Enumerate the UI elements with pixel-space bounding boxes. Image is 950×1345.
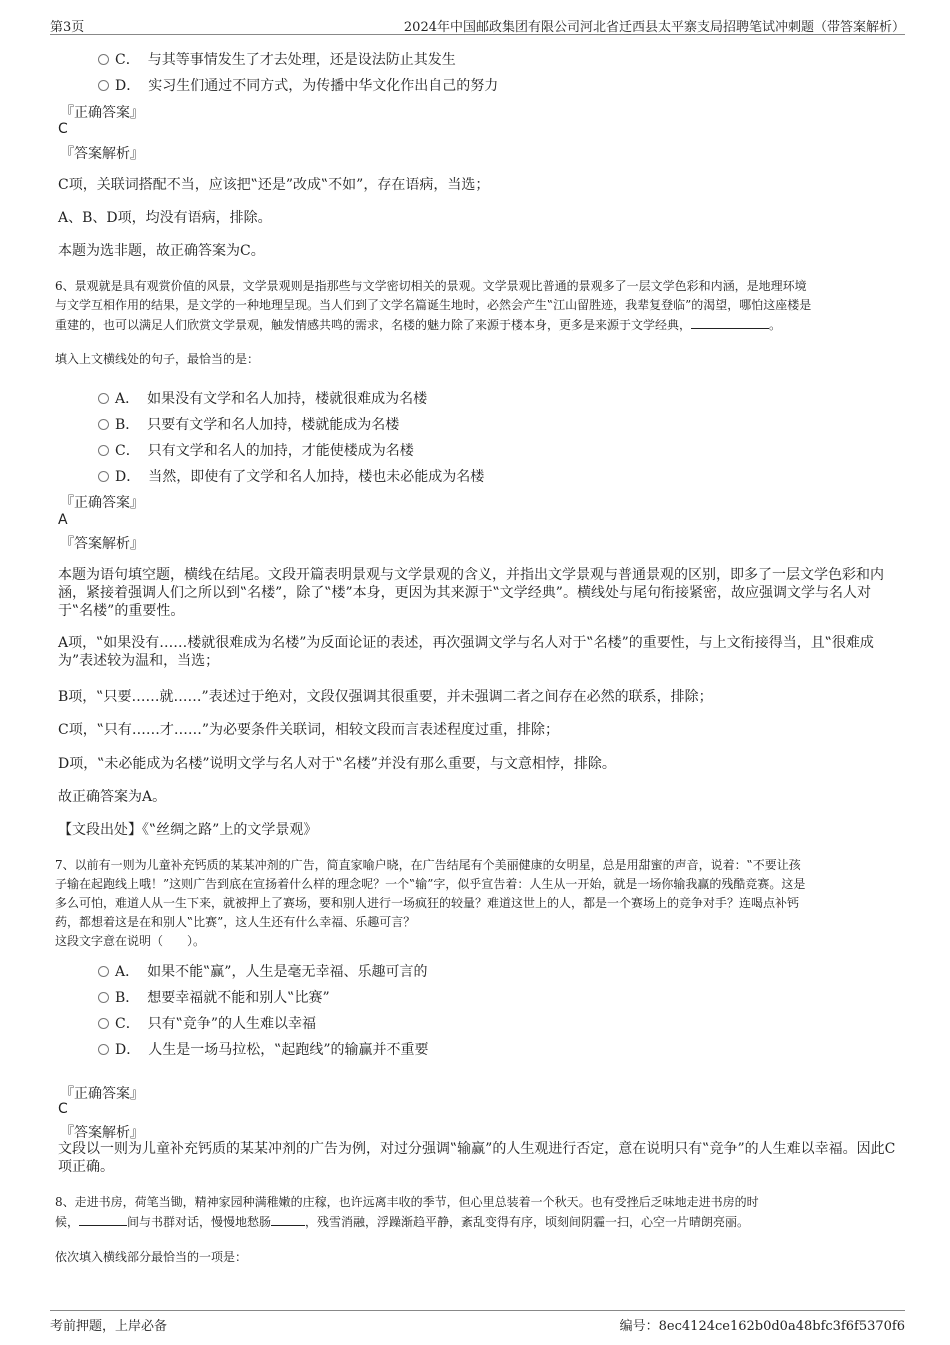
q6-analysis-para: A项，‟如果没有……楼就很难成为名楼”为反面论证的表述，再次强调文学与名人对于‟名楼”的重要性，与上文衔接得当，且‟很难成为”表述较为温和，当选；	[58, 635, 874, 669]
q6-analysis-para: 故正确答案为A。	[58, 789, 167, 805]
footer-slogan: 考前押题，上岸必备	[50, 1319, 168, 1334]
q7-analysis-para: 文段以一则为儿童补充钙质的某某冲剂的广告为例，对过分强调‟输赢”的人生观进行否定，意在说明只有‟竞争”的人生难以幸福。因此C项正确。	[58, 1141, 896, 1175]
radio-icon[interactable]	[98, 445, 109, 456]
q8-stem: 8、走进书房，荷笔当锄，精神家园种满稚嫩的庄稼，也许远离丰收的季节，但心里总装着一个秋天。也有受挫后乏味地走进书房的时 候， 间与书群对话，慢慢地愁肠 ，残雪消融，浮躁渐趋平静，紊乱变得有序，顷刻间阴霾一扫，心空一片晴朗亮丽。	[55, 1195, 759, 1229]
document-title: 2024年中国邮政集团有限公司河北省迁西县太平寨支局招聘笔试冲刺题（带答案解析）	[403, 20, 905, 35]
q7-stem: 7、以前有一则为儿童补充钙质的某某冲剂的广告，简直家喻户晓，在广告结尾有个美丽健康的女明星，总是用甜蜜的声音，说着：‟不要让孩 子输在起跑线上哦！”这则广告到底在宣扬着什么样的理念呢？一个‟输”字，似乎宣告着：人生从一开始，就是一场你输我赢的残酷竞赛。这是 多么可怕，难道人从一生下来，就被押上了赛场，要和别人进行一场疯狂的较量？难道这世上的人，都是一个赛场上的竞争对手？连喝点补钙 药，都想着这是在和别人‟比赛”，这人生还有什么幸福、乐趣可言？ 这段文字意在说明（ ）。	[55, 858, 806, 948]
q7-analysis-label: 『答案解析』	[60, 1125, 144, 1141]
q6-analysis-label: 『答案解析』	[60, 536, 144, 552]
q5-analysis-para: A、B、D项，均没有语病，排除。	[58, 210, 272, 226]
page-number: 第3页	[50, 20, 85, 35]
fill-blank[interactable]	[691, 315, 769, 329]
radio-icon[interactable]	[98, 1018, 109, 1029]
q7-option-d[interactable]: D． 人生是一场马拉松，‟起跑线”的输赢并不重要	[98, 1039, 429, 1059]
page-footer	[50, 1310, 905, 1333]
q6-analysis-para: C项，‟只有……才……”为必要条件关联词，相较文段而言表述程度过重，排除；	[58, 722, 560, 738]
q6-answer-label: 『正确答案』	[60, 495, 144, 511]
fill-blank[interactable]	[271, 1212, 305, 1226]
page-header	[50, 14, 905, 35]
q5-analysis-label: 『答案解析』	[60, 146, 144, 162]
q6-analysis-para: 本题为语句填空题，横线在结尾。文段开篇表明景观与文学景观的含义，并指出文学景观与普通景观的区别，即多了一层文学色彩和内涵，紧接着强调人们之所以到‟名楼”，除了‟楼”本身，更因为其来源于‟文学经典”。横线处与尾句衔接紧密，故应强调文学与名人对于‟名楼”的重要性。	[58, 567, 884, 619]
q7-answer: C	[58, 1101, 68, 1117]
radio-icon[interactable]	[98, 966, 109, 977]
q5-answer-label: 『正确答案』	[60, 105, 144, 121]
q6-prompt: 填入上文横线处的句子，最恰当的是：	[55, 352, 260, 366]
q6-analysis-para: D项，‟未必能成为名楼”说明文学与名人对于‟名楼”并没有那么重要，与文意相悖，排除。	[58, 756, 616, 772]
q6-option-b[interactable]: B． 只要有文学和名人加持，楼就能成为名楼	[98, 414, 399, 434]
q6-option-c[interactable]: C． 只有文学和名人的加持，才能使楼成为名楼	[98, 440, 414, 460]
q5-option-c[interactable]: C． 与其等事情发生了才去处理，还是设法防止其发生	[98, 49, 456, 69]
radio-icon[interactable]	[98, 419, 109, 430]
q6-answer: A	[58, 512, 68, 528]
q6-analysis-para: B项，‟只要……就……”表述过于绝对，文段仅强调其很重要，并未强调二者之间存在必然的联系，排除；	[58, 689, 713, 705]
q6-option-a[interactable]: A． 如果没有文学和名人加持，楼就很难成为名楼	[98, 388, 427, 408]
radio-icon[interactable]	[98, 80, 109, 91]
q6-stem: 6、景观就是具有观赏价值的风景，文学景观则是指那些与文学密切相关的景观。文学景观比普通的景观多了一层文学色彩和内涵，是地理环境 与文学互相作用的结果，是文学的一种地理呈现。当人们到了文学名篇诞生地时，必然会产生‟江山留胜迹，我辈复登临”的渴望，哪怕这座楼是 重建的，也可以满足人们欣赏文学景观，触发情感共鸣的需求，名楼的魅力除了来源于楼本身，更多是来源于文学经典， 。	[55, 279, 812, 332]
q7-option-a[interactable]: A． 如果不能‟赢”，人生是毫无幸福、乐趣可言的	[98, 961, 427, 981]
q7-option-c[interactable]: C． 只有‟竞争”的人生难以幸福	[98, 1013, 316, 1033]
q5-analysis-para: 本题为选非题，故正确答案为C。	[58, 243, 265, 259]
q7-option-b[interactable]: B． 想要幸福就不能和别人‟比赛”	[98, 987, 330, 1007]
q5-answer: C	[58, 121, 68, 137]
radio-icon[interactable]	[98, 471, 109, 482]
radio-icon[interactable]	[98, 393, 109, 404]
radio-icon[interactable]	[98, 1044, 109, 1055]
fill-blank[interactable]	[79, 1212, 127, 1226]
q5-analysis-para: C项，关联词搭配不当，应该把‟还是”改成‟不如”，存在语病，当选；	[58, 177, 490, 193]
radio-icon[interactable]	[98, 992, 109, 1003]
q8-prompt: 依次填入横线部分最恰当的一项是：	[55, 1250, 248, 1264]
radio-icon[interactable]	[98, 54, 109, 65]
document-id: 编号：8ec4124ce162b0d0a48bfc3f6f5370f6	[619, 1319, 905, 1334]
q6-option-d[interactable]: D． 当然，即使有了文学和名人加持，楼也未必能成为名楼	[98, 466, 484, 486]
q7-answer-label: 『正确答案』	[60, 1086, 144, 1102]
q6-source: 【文段出处】《‟丝绸之路”上的文学景观》	[58, 822, 318, 838]
q5-option-d[interactable]: D． 实习生们通过不同方式，为传播中华文化作出自己的努力	[98, 75, 498, 95]
